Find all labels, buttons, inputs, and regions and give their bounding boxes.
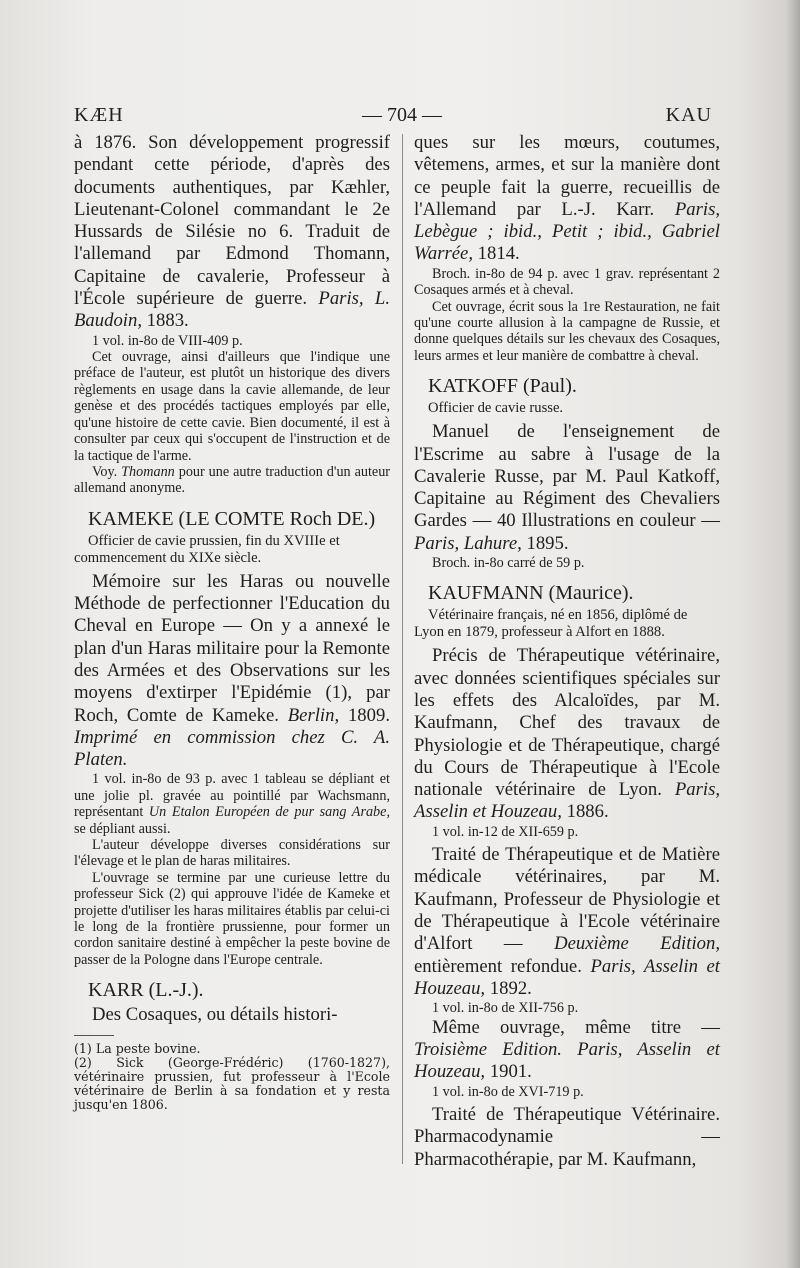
meme-format: 1 vol. in-8o de XVI-719 p. [432,1083,584,1100]
kameke-title: Mémoire sur les Haras ou nouvelle Méthode de perfectionner l'Education du Cheval en Europe — On y a annexé le plan d'un Haras militaire pour la Remonte des Armées et des Observations sur les moyens d'extirper l'Epidémie (1), par Roch, Comte de Kameke. Berlin, 1809. Imprimé en commission chez C. A. Platen. [74,570,390,771]
karr-format: Broch. in-8o de 94 p. avec 1 grav. représentant 2 Cosaques armés et à cheval. [414,265,720,299]
footnote-rule [74,1035,114,1036]
kaufmann-bio: Vétérinaire français, né en 1856, diplômé de Lyon en 1879, professeur à Alfort en 1888. [414,607,688,641]
karr-heading: KARR (L.-J.). [88,979,204,1002]
katkoff-format: Broch. in-8o carré de 59 p. [432,555,585,571]
kaehler-note: Cet ouvrage, ainsi d'ailleurs que l'indique une préface de l'auteur, est plutôt un historique des divers règlements en usage dans la cavie allemande, de leur genèse et des procédés tactiques employés par elle, qu'une histoire de cette cavie. Bien documenté, il est à consulter par ceux qui s'occupent de l'instruction et de la tactique de l'arme. [74,349,390,464]
meme-title: Même ouvrage, même titre — Troisième Edition. Paris, Asselin et Houzeau, 1901. [414,1016,720,1083]
kameke-format: 1 vol. in-8o de 93 p. avec 1 tableau se dépliant et une jolie pl. gravée au pointillé par Wachsmann, représentant Un Etalon Européen de pur sang Arabe, se dépliant aussi. [74,771,390,837]
katkoff-bio: Officier de cavie russe. [428,400,564,417]
traite-format: 1 vol. in-8o de XII-756 p. [432,1000,579,1017]
traite-title: Traité de Thérapeutique et de Matière médicale vétérinaires, par M. Kaufmann, Professeur de Physiologie et de Thérapeutique à l'Ecole vétérinaire d'Alfort — Deuxième Edition, entièrement refondue. Paris, Asselin et Houzeau, 1892. [414,844,720,999]
karr-title-start: Des Cosaques, ou détails histori- [92,1004,338,1026]
precis-format: 1 vol. in-12 de XII-659 p. [432,823,579,840]
kameke-note-1: L'auteur développe diverses considérations sur l'élevage et le plan de haras militaires. [74,837,390,870]
katkoff-heading: KATKOFF (Paul). [428,375,577,398]
page-number: — 704 — [362,104,442,126]
kaufmann-heading: KAUFMANN (Maurice). [428,582,634,605]
right-column [414,132,720,1171]
footnote-2: (2) Sick (George-Frédéric) (1760-1827), vétérinaire prussien, fut professeur à l'Ecole vétérinaire de Berlin à sa fondation et y resta jusqu'en 1806. [74,1054,390,1113]
page-edge-shadow [786,0,800,1268]
kaehler-see-also: Voy. Thomann pour une autre traduction d'un auteur allemand anonyme. [74,463,391,497]
kameke-heading: KAMEKE (LE COMTE Roch DE.) [88,507,376,530]
footnote-1: (1) La peste bovine. [74,1040,201,1056]
katkoff-title: Manuel de l'enseignement de l'Escrime au sabre à l'usage de la Cavalerie Russe, par M. Paul Katkoff, Capitaine au Régiment des Chevaliers Gardes — 40 Illustrations en couleur — Paris, Lahure, 1895. [414,421,720,554]
karr-note: Cet ouvrage, écrit sous la 1re Restauration, ne fait qu'une courte allusion à la campagne de Russie, et donne quelques détails sur les chevaux des Cosaques, leurs armes et leur manière de combattre à cheval. [414,298,720,364]
column-divider [402,134,403,1164]
header-right: KAU [665,104,712,126]
kameke-bio: Officier de cavie prussien, fin du XVIIIe et commencement du XIXe siècle. [74,532,340,566]
karr-title-cont: ques sur les mœurs, coutumes, vêtemens, armes, et sur la manière dont ce peuple fait la guerre, recueillis de l'Allemand par L.-J. Karr. Paris, Lebègue ; ibid., Petit ; ibid., Gabriel Warrée, 1814. [414,132,721,265]
kaehler-entry-text: à 1876. Son développement progressif pendant cette période, d'après des documents authentiques, par Kæhler, Lieutenant-Colonel commandant le 2e Hussards de Silésie no 6. Traduit de l'allemand par Edmond Thomann, Capitaine de cavalerie, Professeur à l'École supérieure de guerre. Paris, L. Baudoin, 1883. [74,132,390,332]
precis-title: Précis de Thérapeutique vétérinaire, avec données scientifiques spéciales sur les effets des Alcaloïdes, par M. Kaufmann, Chef des travaux de Physiologie et de Thérapeutique, chargé du Cours de Thérapeutique à l'Ecole nationale vétérinaire de Lyon. Paris, Asselin et Houzeau, 1886. [414,645,721,823]
header-left: KÆH [74,104,124,126]
kaehler-format: 1 vol. in-8o de VIII-409 p. [92,332,243,349]
left-column [74,132,390,1113]
traite2-title: Traité de Thérapeutique Vétérinaire. Pharmacodynamie — Pharmacothérapie, par M. Kaufmann, [414,1103,720,1170]
kameke-note-2: L'ouvrage se termine par une curieuse lettre du professeur Sick (2) qui approuve l'idée de Kameke et projette d'utiliser les haras militaires établis par celui-ci le long de la frontière prussienne, pour former un cordon sanitaire destiné à empêcher la peste bovine de passer de la Pologne dans l'Europe centrale. [74,869,390,968]
running-header [74,104,712,130]
